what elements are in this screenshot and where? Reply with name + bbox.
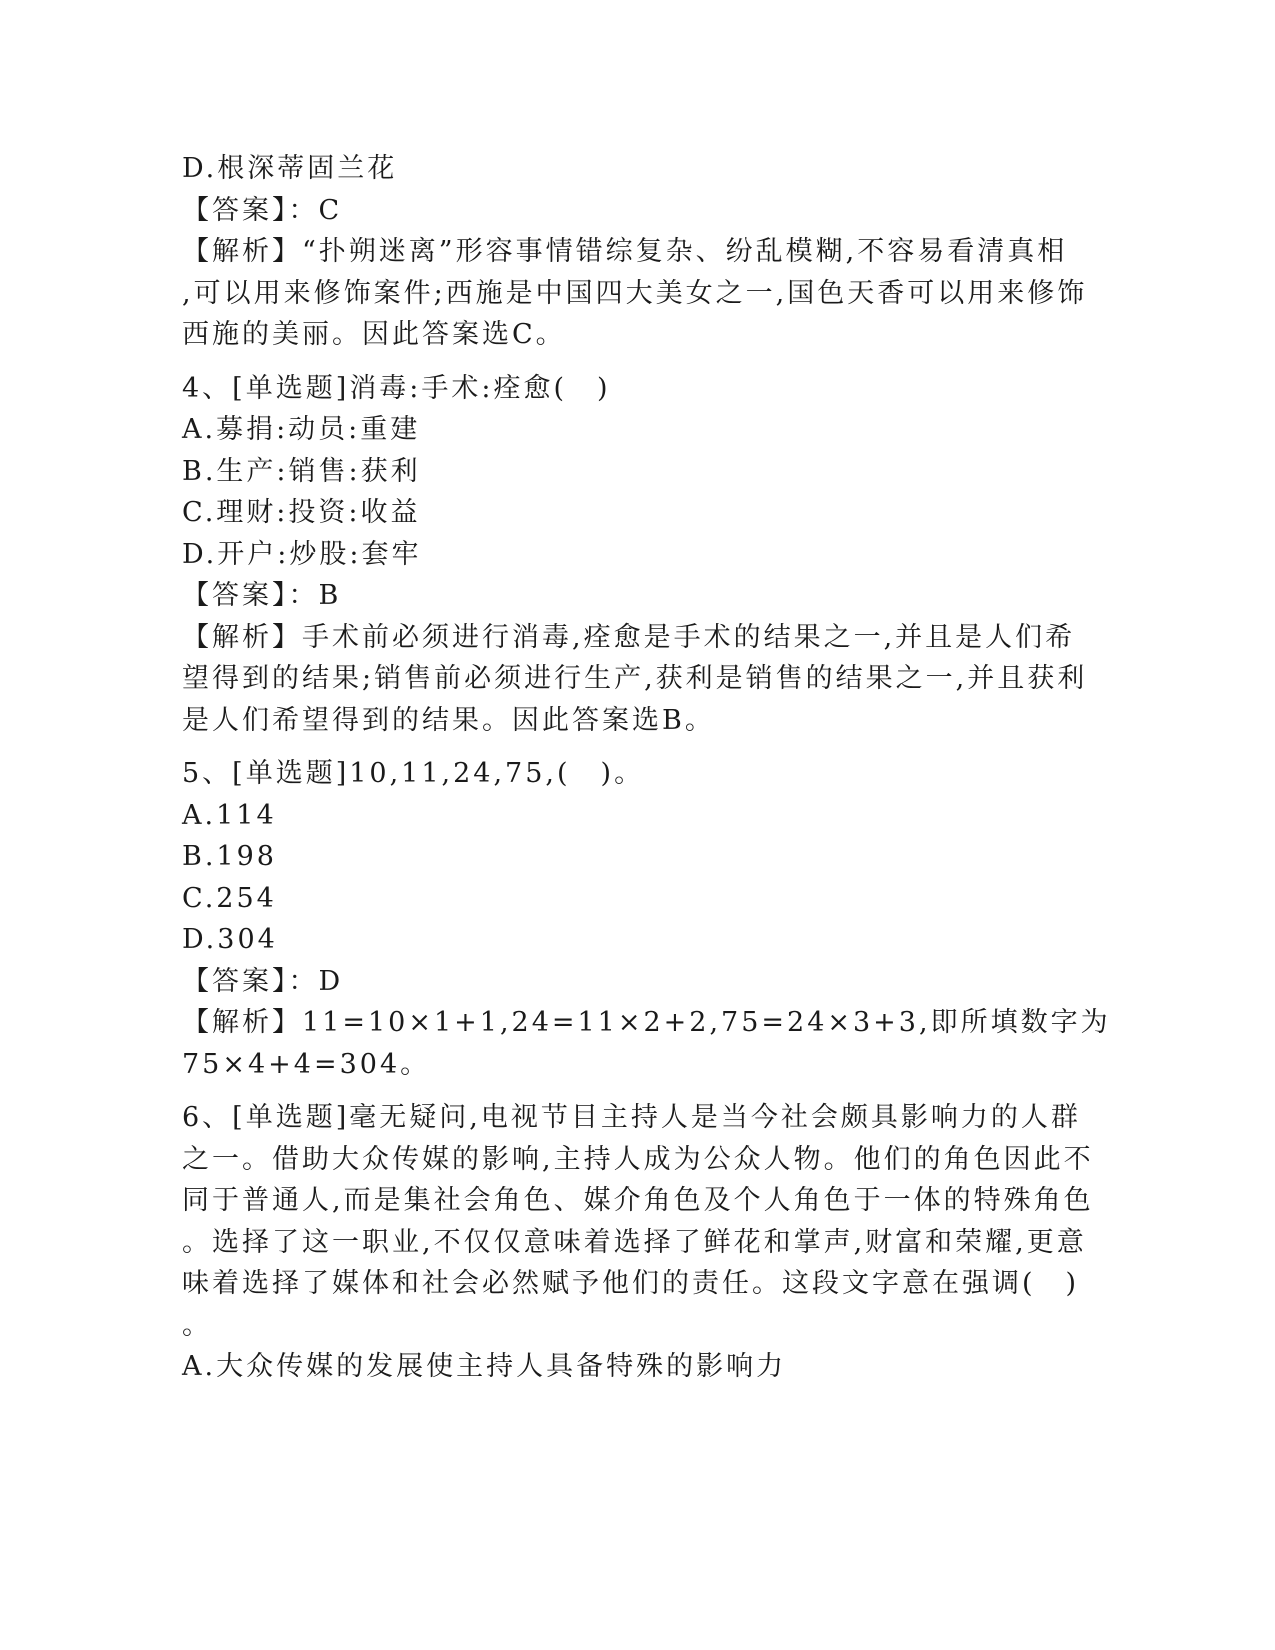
question-text-line: 6、[单选题]毫无疑问,电视节目主持人是当今社会颇具影响力的人群	[182, 1102, 1081, 1133]
option-d: D.根深蒂固兰花	[182, 153, 398, 184]
question-text-line: 同于普通人,而是集社会角色、媒介角色及个人角色于一体的特殊角色	[182, 1185, 1094, 1216]
option-d: D.开户:炒股:套牢	[182, 538, 422, 570]
option-a: A.募捐:动员:重建	[182, 414, 421, 445]
question-text-line: 味着选择了媒体和社会必然赋予他们的责任。这段文字意在强调( )	[182, 1268, 1080, 1299]
analysis-line: 【解析】手术前必须进行消毒,痊愈是手术的结果之一,并且是人们希	[182, 621, 1076, 653]
document-page	[182, 148, 1111, 1388]
question-6	[182, 1097, 1094, 1388]
question-4	[182, 368, 1088, 742]
question-text-line: 之一。借助大众传媒的影响,主持人成为公众人物。他们的角色因此不	[182, 1143, 1094, 1175]
question-5	[182, 753, 1111, 1085]
analysis-line: 75×4+4=304。	[182, 1048, 431, 1080]
analysis-line: 【解析】11=10×1+1,24=11×2+2,75=24×3+3,即所填数字为	[182, 1007, 1111, 1038]
answer: 【答案】：B	[182, 580, 342, 611]
option-c: C.254	[182, 882, 277, 914]
option-c: C.理财:投资:收益	[182, 497, 421, 528]
answer: 【答案】：D	[182, 965, 344, 997]
question-text-line: 。选择了这一职业,不仅仅意味着选择了鲜花和掌声,财富和荣耀,更意	[182, 1226, 1087, 1258]
analysis-line: ,可以用来修饰案件;西施是中国四大美女之一,国色天香可以用来修饰	[182, 277, 1088, 309]
question-text-line: 。	[182, 1309, 212, 1341]
option-a: A.114	[182, 799, 277, 831]
option-d: D.304	[182, 924, 278, 955]
option-b: B.生产:销售:获利	[182, 455, 421, 487]
analysis-line: 西施的美丽。因此答案选C。	[182, 319, 566, 350]
question-text: 4、[单选题]消毒:手术:痊愈( )	[182, 372, 611, 404]
analysis-line: 望得到的结果;销售前必须进行生产,获利是销售的结果之一,并且获利	[182, 663, 1088, 694]
option-b: B.198	[182, 841, 277, 872]
option-a: A.大众传媒的发展使主持人具备特殊的影响力	[182, 1351, 787, 1382]
analysis-line: 【解析】“扑朔迷离”形容事情错综复杂、纷乱模糊,不容易看清真相	[182, 236, 1068, 267]
analysis-line: 是人们希望得到的结果。因此答案选B。	[182, 704, 715, 736]
question-text: 5、[单选题]10,11,24,75,( )。	[182, 758, 645, 789]
answer: 【答案】：C	[182, 194, 343, 226]
question-3-tail	[182, 148, 1088, 356]
